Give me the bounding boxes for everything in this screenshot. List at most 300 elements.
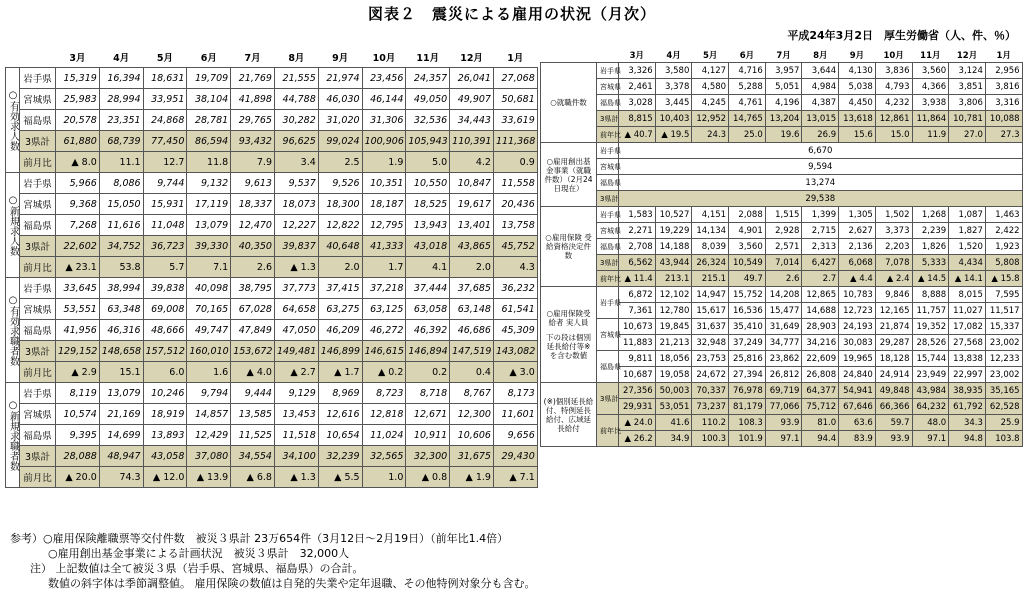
row-label: 福島県 — [20, 215, 56, 236]
table-cell: 9,744 — [143, 173, 187, 194]
table-cell: 10,088 — [985, 111, 1022, 127]
table-row — [541, 255, 1023, 271]
row-label: 福島県 — [20, 425, 56, 446]
table-cell: 7,078 — [875, 255, 912, 271]
section-label: ○新規求人数 — [6, 173, 20, 278]
table-cell: 66,366 — [875, 399, 912, 415]
table-cell: 13,401 — [450, 215, 494, 236]
table-cell: 12,795 — [362, 215, 406, 236]
table-cell: 32,536 — [406, 110, 450, 131]
table-cell: 12,616 — [318, 404, 362, 425]
table-cell: 54,941 — [839, 383, 876, 399]
table-row — [6, 320, 538, 341]
table-cell: 99,024 — [318, 131, 362, 152]
table-cell: 4.3 — [493, 257, 537, 278]
table-cell: 1,463 — [985, 207, 1022, 223]
table-cell: 25.9 — [985, 415, 1022, 431]
table-cell: 10,246 — [143, 383, 187, 404]
section-label: ○雇用保険受給者 実人員 下の段は個別延長給付等※を含む数値 — [541, 287, 597, 383]
table-cell: 4,196 — [765, 95, 802, 111]
table-cell: 23,862 — [765, 351, 802, 367]
table-cell: 49,848 — [875, 383, 912, 399]
table-cell: 9,537 — [274, 173, 318, 194]
table-cell: 64,377 — [802, 383, 839, 399]
table-cell: 46,272 — [362, 320, 406, 341]
table-row — [541, 191, 1023, 207]
table-cell: 13,585 — [231, 404, 275, 425]
table-cell: 67,646 — [839, 399, 876, 415]
table-row — [541, 415, 1023, 431]
table-cell: 37,773 — [274, 278, 318, 299]
table-cell: 76,978 — [729, 383, 766, 399]
table-cell: 26,324 — [692, 255, 729, 271]
table-cell: 27.0 — [949, 127, 986, 143]
table-cell: 0.9 — [493, 152, 537, 173]
table-cell: 32,948 — [692, 335, 729, 351]
table-cell: 5.7 — [143, 257, 187, 278]
table-cell: 12,470 — [231, 215, 275, 236]
table-cell: 39,330 — [187, 236, 231, 257]
table-cell: 24.3 — [692, 127, 729, 143]
table-cell: 2,956 — [985, 63, 1022, 79]
table-cell: ▲ 1.3 — [274, 257, 318, 278]
table-cell: 97.1 — [912, 431, 949, 447]
table-cell: 31,675 — [450, 446, 494, 467]
table-cell: 15,319 — [56, 68, 100, 89]
table-cell: 93,432 — [231, 131, 275, 152]
table-cell: 146,615 — [362, 341, 406, 362]
table-cell: 32,300 — [406, 446, 450, 467]
month-header: 4月 — [113, 53, 130, 64]
table-cell: ▲ 26.2 — [619, 431, 656, 447]
table-cell: 17,119 — [187, 194, 231, 215]
row-label: 宮城県 — [20, 194, 56, 215]
table-cell: 43,865 — [450, 236, 494, 257]
table-cell: 5,038 — [839, 79, 876, 95]
table-cell: ▲ 24.0 — [619, 415, 656, 431]
table-cell: 53.8 — [99, 257, 143, 278]
month-header: 7月 — [776, 50, 791, 61]
month-header: 6月 — [739, 50, 755, 61]
table-cell: 11,525 — [231, 425, 275, 446]
row-label: 前月比 — [20, 257, 56, 278]
table-cell: 146,894 — [406, 341, 450, 362]
table-cell: 12,165 — [875, 303, 912, 319]
table-row — [6, 299, 538, 320]
table-cell: 63,125 — [362, 299, 406, 320]
table-cell: 23,351 — [99, 110, 143, 131]
table-cell: 61,880 — [56, 131, 100, 152]
table-row — [541, 239, 1023, 255]
table-cell: 160,010 — [187, 341, 231, 362]
table-cell: 5,966 — [56, 173, 100, 194]
table-cell: 12,952 — [692, 111, 729, 127]
month-header: 9月 — [849, 50, 865, 61]
table-cell: 7,268 — [56, 215, 100, 236]
table-cell: 11,027 — [949, 303, 986, 319]
table-cell: 24,840 — [839, 367, 876, 383]
month-header: 10月 — [372, 53, 396, 64]
table-cell: 10,574 — [56, 404, 100, 425]
table-cell: 25.0 — [729, 127, 766, 143]
table-cell: 8,723 — [362, 383, 406, 404]
table-cell: 1,583 — [619, 207, 656, 223]
table-cell: 1.7 — [362, 257, 406, 278]
table-cell: 45,309 — [493, 320, 537, 341]
table-cell: 153,672 — [231, 341, 275, 362]
table-cell: 34.3 — [949, 415, 986, 431]
table-cell: 8,086 — [99, 173, 143, 194]
table-cell: 77,066 — [765, 399, 802, 415]
table-row — [6, 257, 538, 278]
table-cell: 6,427 — [802, 255, 839, 271]
table-cell: 2,928 — [765, 223, 802, 239]
table-cell: 12,429 — [187, 425, 231, 446]
row-label: 3県計 — [20, 446, 56, 467]
table-cell: 7,595 — [985, 287, 1022, 303]
table-cell: 61,541 — [493, 299, 537, 320]
table-cell: 27.3 — [985, 127, 1022, 143]
table-cell: 2.0 — [318, 257, 362, 278]
table-cell: 13,015 — [802, 111, 839, 127]
table-cell: 10,847 — [450, 173, 494, 194]
table-cell: 93.9 — [875, 431, 912, 447]
table-cell: 105,943 — [406, 131, 450, 152]
table-cell: 59.7 — [875, 415, 912, 431]
table-cell: ▲ 14.5 — [912, 271, 949, 287]
table-cell: 1,087 — [949, 207, 986, 223]
table-cell: 1.0 — [362, 467, 406, 488]
table-cell: 27,068 — [493, 68, 537, 89]
table-cell: 4,151 — [692, 207, 729, 223]
table-row — [6, 425, 538, 446]
table-cell: 18,337 — [231, 194, 275, 215]
row-label: 宮城県 — [20, 404, 56, 425]
table-cell: 37,080 — [187, 446, 231, 467]
row-label: 岩手県 — [597, 207, 619, 223]
table-cell: 1.6 — [187, 362, 231, 383]
table-cell: 10,781 — [949, 111, 986, 127]
table-cell: 50,681 — [493, 89, 537, 110]
table-cell: 8,119 — [56, 383, 100, 404]
table-cell: 149,481 — [274, 341, 318, 362]
table-cell: 31,020 — [318, 110, 362, 131]
table-cell: ▲ 2.9 — [56, 362, 100, 383]
table-cell: 1.9 — [362, 152, 406, 173]
table-cell: 9,132 — [187, 173, 231, 194]
table-row — [541, 383, 1023, 399]
table-cell: 12,861 — [875, 111, 912, 127]
table-cell: 41,333 — [362, 236, 406, 257]
table-cell: 15,744 — [912, 351, 949, 367]
table-cell: 4,130 — [839, 63, 876, 79]
table-cell: 22,997 — [949, 367, 986, 383]
row-label: 3県計 — [597, 383, 619, 415]
table-cell: 11,518 — [274, 425, 318, 446]
table-row — [541, 143, 1023, 159]
table-cell: 37,249 — [729, 335, 766, 351]
table-cell: 10,673 — [619, 319, 656, 335]
table-cell: 36,232 — [493, 278, 537, 299]
table-cell: 21,874 — [875, 319, 912, 335]
table-cell: 38,994 — [99, 278, 143, 299]
table-cell: 24,868 — [143, 110, 187, 131]
table-row — [541, 271, 1023, 287]
table-cell: 31,637 — [692, 319, 729, 335]
table-cell: 37,415 — [318, 278, 362, 299]
table-row — [6, 110, 538, 131]
table-cell: 213.1 — [655, 271, 692, 287]
table-cell: 41,898 — [231, 89, 275, 110]
row-label: 宮城県 — [597, 159, 619, 175]
table-cell: 12,102 — [655, 287, 692, 303]
table-cell: 3,644 — [802, 63, 839, 79]
table-cell: 34,777 — [765, 335, 802, 351]
table-cell: 14,699 — [99, 425, 143, 446]
section-note: (※)個別延長給付、特例延長給付、広域延長給付 — [541, 383, 597, 447]
table-cell: 13,079 — [187, 215, 231, 236]
table-cell: ▲ 1.3 — [274, 467, 318, 488]
table-cell: 11,558 — [493, 173, 537, 194]
table-cell: 64,658 — [274, 299, 318, 320]
table-cell: 48,666 — [143, 320, 187, 341]
table-cell: 6,670 — [619, 143, 1023, 159]
table-cell: 2.0 — [450, 257, 494, 278]
table-cell: 2,313 — [802, 239, 839, 255]
table-cell: 32,239 — [318, 446, 362, 467]
row-label: 宮城県 — [597, 79, 619, 95]
table-cell: 34,752 — [99, 236, 143, 257]
table-cell: 1,520 — [949, 239, 986, 255]
table-cell: 3,851 — [949, 79, 986, 95]
table-cell: 21,169 — [99, 404, 143, 425]
table-cell: 3,316 — [985, 95, 1022, 111]
table-cell: 23,002 — [985, 367, 1022, 383]
table-cell: 27,356 — [619, 383, 656, 399]
note-line-1: 注） 上記数値は全て被災３県（岩手県、宮城県、福島県）の合計。 — [30, 562, 364, 575]
table-cell: 8,015 — [949, 287, 986, 303]
month-header: 6月 — [200, 53, 217, 64]
table-cell: 49,050 — [406, 89, 450, 110]
table-cell: 15,931 — [143, 194, 187, 215]
table-cell: 13,943 — [406, 215, 450, 236]
table-cell: 75,712 — [802, 399, 839, 415]
table-cell: 74.3 — [99, 467, 143, 488]
table-cell: 9,368 — [56, 194, 100, 215]
table-row — [6, 131, 538, 152]
table-cell: 10,783 — [839, 287, 876, 303]
table-cell: 69,008 — [143, 299, 187, 320]
section-label: ○有効求人数 — [6, 68, 20, 173]
row-label: 岩手県 — [20, 383, 56, 404]
reference-line-1: 参考）○雇用保険離職票等交付件数 被災３県計 23万654件（3月12日～2月19日）（前年比1.4倍） — [10, 532, 509, 545]
table-cell: 3,957 — [765, 63, 802, 79]
table-cell: 37,685 — [450, 278, 494, 299]
table-cell: 5,051 — [765, 79, 802, 95]
table-cell: 77,450 — [143, 131, 187, 152]
row-label: 岩手県 — [597, 143, 619, 159]
table-cell: 26,812 — [765, 367, 802, 383]
table-cell: 18,187 — [362, 194, 406, 215]
reference-line-2: ○雇用創出基金事業による計画状況 被災３県計 32,000人 — [48, 547, 350, 560]
table-cell: ▲ 1.9 — [450, 467, 494, 488]
table-cell: 46,030 — [318, 89, 362, 110]
table-cell: 11,048 — [143, 215, 187, 236]
table-cell: 23,753 — [692, 351, 729, 367]
table-cell: 5.0 — [406, 152, 450, 173]
table-cell: 63.6 — [839, 415, 876, 431]
table-cell: 103.8 — [985, 431, 1022, 447]
table-cell: 28,994 — [99, 89, 143, 110]
table-cell: 63,348 — [99, 299, 143, 320]
table-cell: 26.9 — [802, 127, 839, 143]
table-cell: 101.9 — [729, 431, 766, 447]
table-cell: 40,648 — [318, 236, 362, 257]
table-cell: 15,617 — [692, 303, 729, 319]
table-cell: 9,129 — [274, 383, 318, 404]
table-cell: 3,124 — [949, 63, 986, 79]
table-cell: 2,088 — [729, 207, 766, 223]
table-cell: 63,148 — [450, 299, 494, 320]
table-cell: ▲ 8.0 — [56, 152, 100, 173]
table-cell: 8,718 — [406, 383, 450, 404]
table-row — [6, 152, 538, 173]
table-cell: 10,527 — [655, 207, 692, 223]
table-cell: 43,944 — [655, 255, 692, 271]
row-label: 福島県 — [597, 351, 619, 383]
table-cell: 32,565 — [362, 446, 406, 467]
row-label: 宮城県 — [597, 319, 619, 351]
table-cell: 9,794 — [187, 383, 231, 404]
table-cell: 4,434 — [949, 255, 986, 271]
table-row — [541, 79, 1023, 95]
table-cell: 111,368 — [493, 131, 537, 152]
table-cell: 9,811 — [619, 351, 656, 367]
table-cell: 25,816 — [729, 351, 766, 367]
table-cell: 6,872 — [619, 287, 656, 303]
table-cell: 23,002 — [985, 335, 1022, 351]
table-row — [6, 383, 538, 404]
table-cell: 15,050 — [99, 194, 143, 215]
table-cell: 96,625 — [274, 131, 318, 152]
table-cell: 8,039 — [692, 239, 729, 255]
table-cell: 4,716 — [729, 63, 766, 79]
table-cell: 93.9 — [765, 415, 802, 431]
table-cell: ▲ 19.5 — [655, 127, 692, 143]
left-employment-table — [5, 47, 538, 488]
table-cell: 9,526 — [318, 173, 362, 194]
row-label: 岩手県 — [20, 278, 56, 299]
table-cell: 5,333 — [912, 255, 949, 271]
table-cell: 21,769 — [231, 68, 275, 89]
section-note: 下の段は個別延長給付等※を含む数値 — [546, 333, 591, 360]
table-row — [541, 95, 1023, 111]
table-cell: 8,173 — [493, 383, 537, 404]
table-cell: 14,857 — [187, 404, 231, 425]
date-and-source: 平成24年3月2日 厚生労働省（人、件、％） — [787, 29, 1016, 42]
table-row — [541, 319, 1023, 335]
table-row — [6, 278, 538, 299]
table-cell: 2,571 — [765, 239, 802, 255]
table-row — [541, 63, 1023, 79]
table-cell: 24,672 — [692, 367, 729, 383]
table-cell: 4,366 — [912, 79, 949, 95]
month-header: 8月 — [288, 53, 305, 64]
table-cell: 14,134 — [692, 223, 729, 239]
table-cell: 19.6 — [765, 127, 802, 143]
row-label: 前月比 — [20, 152, 56, 173]
table-cell: 3,560 — [912, 63, 949, 79]
table-cell: 19,965 — [839, 351, 876, 367]
table-cell: 19,617 — [450, 194, 494, 215]
table-cell: 11,616 — [99, 215, 143, 236]
table-cell: 73,237 — [692, 399, 729, 415]
table-cell: 40,350 — [231, 236, 275, 257]
table-cell: 64,232 — [912, 399, 949, 415]
table-cell: 24,357 — [406, 68, 450, 89]
table-cell: 61,792 — [949, 399, 986, 415]
row-label: 宮城県 — [597, 223, 619, 239]
table-cell: 18,631 — [143, 68, 187, 89]
table-cell: 22,602 — [56, 236, 100, 257]
table-cell: 33,951 — [143, 89, 187, 110]
table-row — [541, 207, 1023, 223]
table-cell: 9,656 — [493, 425, 537, 446]
table-cell: 0.4 — [450, 362, 494, 383]
table-cell: 19,352 — [912, 319, 949, 335]
table-cell: ▲ 12.0 — [143, 467, 187, 488]
table-row — [6, 68, 538, 89]
table-cell: 33,619 — [493, 110, 537, 131]
table-cell: 4,984 — [802, 79, 839, 95]
row-label: 宮城県 — [20, 89, 56, 110]
table-cell: 26,041 — [450, 68, 494, 89]
table-cell: 30,282 — [274, 110, 318, 131]
table-cell: 10,549 — [729, 255, 766, 271]
page-title: 図表２ 震災による雇用の状況（月次） — [367, 5, 656, 23]
table-cell: 6,562 — [619, 255, 656, 271]
table-cell: 24,193 — [839, 319, 876, 335]
table-cell: 48.0 — [912, 415, 949, 431]
table-cell: 21,555 — [274, 68, 318, 89]
table-cell: 8,767 — [450, 383, 494, 404]
table-cell: ▲ 2.7 — [274, 362, 318, 383]
table-cell: ▲ 20.0 — [56, 467, 100, 488]
table-cell: 11.8 — [187, 152, 231, 173]
table-cell: 97.1 — [765, 431, 802, 447]
table-cell: 9,846 — [875, 287, 912, 303]
table-cell: 62,528 — [985, 399, 1022, 415]
table-cell: 28,526 — [912, 335, 949, 351]
table-cell: 4.2 — [450, 152, 494, 173]
table-cell: 2.6 — [231, 257, 275, 278]
table-cell: 39,837 — [274, 236, 318, 257]
table-cell: 157,512 — [143, 341, 187, 362]
table-cell: 41,956 — [56, 320, 100, 341]
table-cell: 108.3 — [729, 415, 766, 431]
table-cell: 2,239 — [912, 223, 949, 239]
table-cell: 48,947 — [99, 446, 143, 467]
table-cell: 4,127 — [692, 63, 729, 79]
table-cell: 2,708 — [619, 239, 656, 255]
table-cell: 2,461 — [619, 79, 656, 95]
table-row — [6, 236, 538, 257]
row-label: 福島県 — [597, 95, 619, 111]
table-cell: 3,938 — [912, 95, 949, 111]
table-cell: 129,152 — [56, 341, 100, 362]
table-cell: 13,453 — [274, 404, 318, 425]
table-cell: 19,845 — [655, 319, 692, 335]
